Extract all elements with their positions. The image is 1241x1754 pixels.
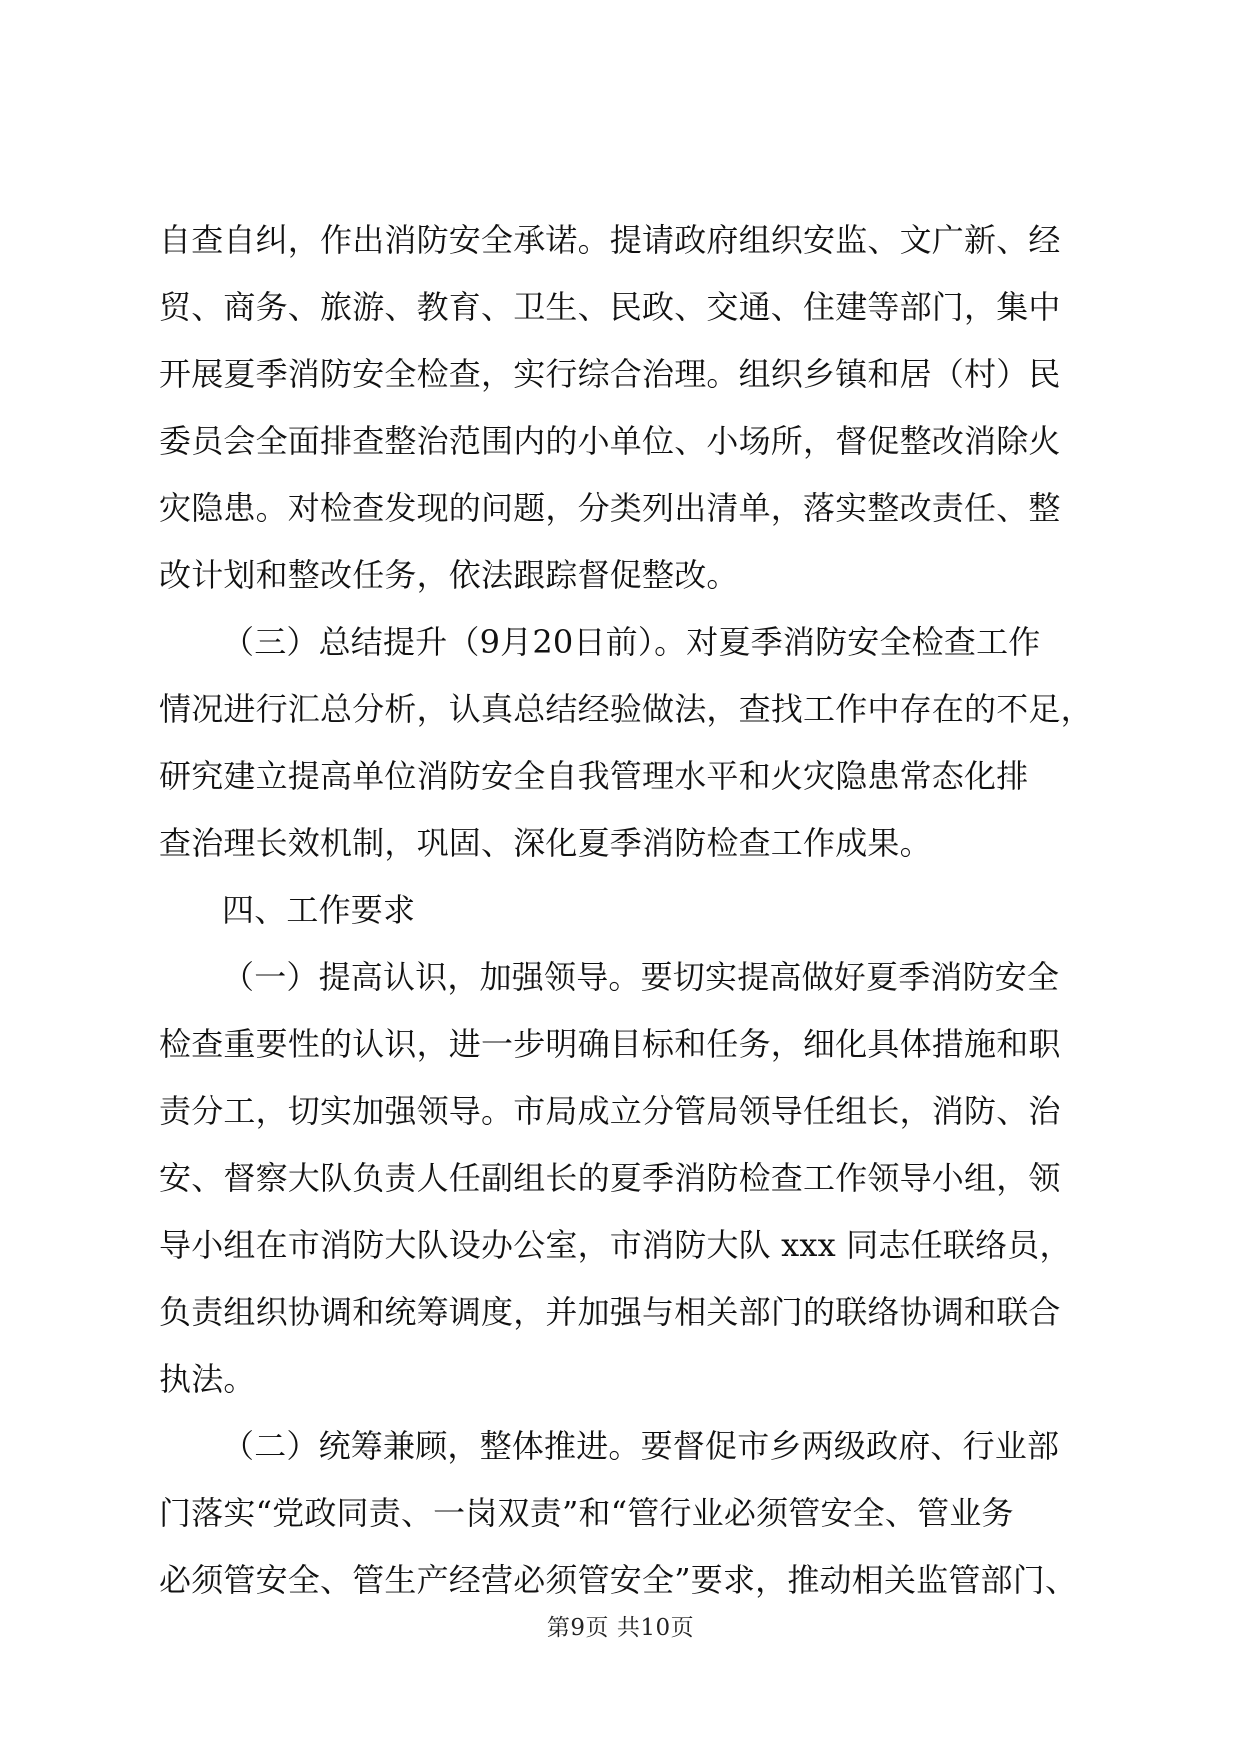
text-line: 灾隐患。对检查发现的问题，分类列出清单，落实整改责任、整 <box>159 489 1061 527</box>
text-line: 研究建立提高单位消防安全自我管理水平和火灾隐患常态化排 <box>159 757 1029 795</box>
document-body <box>159 221 1093 1631</box>
text-line: 查治理长效机制，巩固、深化夏季消防检查工作成果。 <box>159 824 932 862</box>
text-line: 门落实“党政同责、一岗双责”和“管行业必须管安全、管业务 <box>159 1494 1014 1532</box>
text-line: 导小组在市消防大队设办公室，市消防大队 xxx 同志任联络员， <box>159 1226 1072 1264</box>
text-line: 贸、商务、旅游、教育、卫生、民政、交通、住建等部门，集中 <box>159 288 1061 326</box>
text-line: 责分工，切实加强领导。市局成立分管局领导任组长，消防、治 <box>159 1092 1061 1130</box>
page-number-footer: 第9页 共10页 <box>546 1615 695 1641</box>
text-line: 委员会全面排查整治范围内的小单位、小场所，督促整改消除火 <box>159 422 1061 460</box>
text-line: （二）统筹兼顾，整体推进。要督促市乡两级政府、行业部 <box>222 1427 1060 1465</box>
text-line: 检查重要性的认识，进一步明确目标和任务，细化具体措施和职 <box>159 1025 1061 1063</box>
text-line: （三）总结提升（9月20日前）。对夏季消防安全检查工作 <box>222 623 1041 661</box>
section-heading: 四、工作要求 <box>222 891 416 929</box>
text-line: 改计划和整改任务，依法跟踪督促整改。 <box>159 556 739 594</box>
text-line: 安、督察大队负责人任副组长的夏季消防检查工作领导小组，领 <box>159 1159 1061 1197</box>
text-line: （一）提高认识，加强领导。要切实提高做好夏季消防安全 <box>222 958 1060 996</box>
text-line: 必须管安全、管生产经营必须管安全”要求，推动相关监管部门、 <box>159 1561 1078 1599</box>
text-line: 情况进行汇总分析，认真总结经验做法，查找工作中存在的不足， <box>159 690 1093 728</box>
text-line: 开展夏季消防安全检查，实行综合治理。组织乡镇和居（村）民 <box>159 355 1061 393</box>
text-line: 负责组织协调和统筹调度，并加强与相关部门的联络协调和联合 <box>159 1293 1061 1331</box>
text-line: 自查自纠，作出消防安全承诺。提请政府组织安监、文广新、经 <box>159 221 1061 259</box>
text-line: 执法。 <box>159 1360 256 1398</box>
